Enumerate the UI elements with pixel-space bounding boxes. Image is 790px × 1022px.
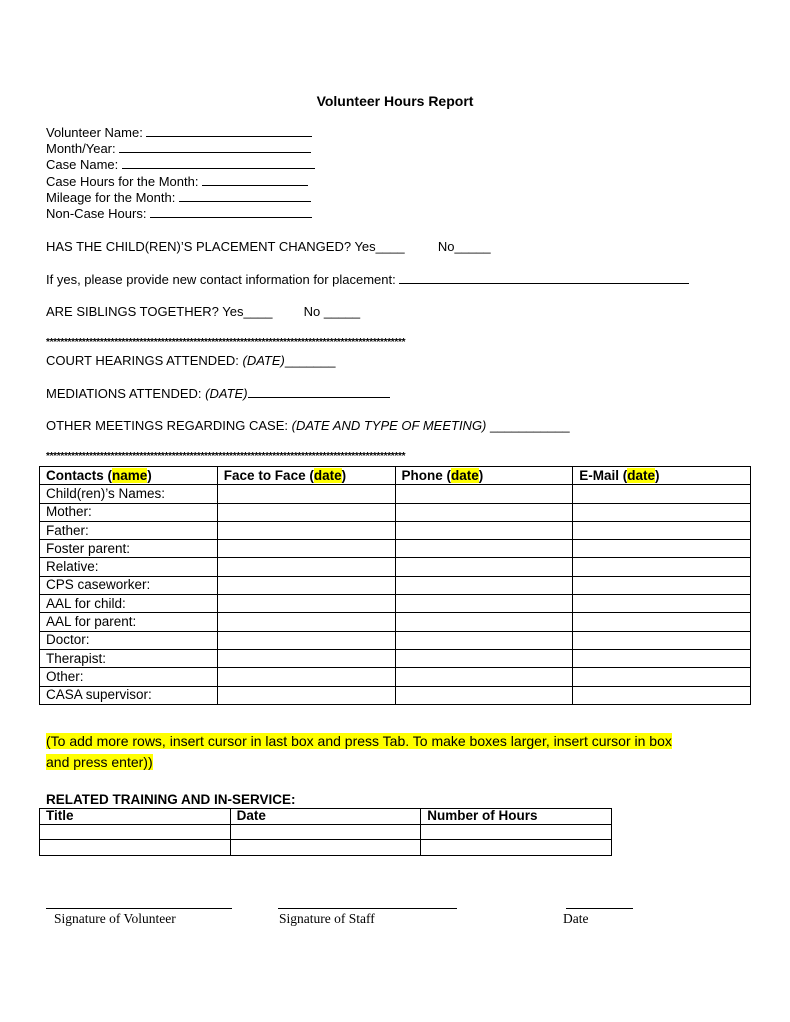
volunteer-name-line[interactable] xyxy=(146,124,312,137)
other-meetings-blank[interactable]: ___________ xyxy=(490,418,570,433)
contact-label: Doctor: xyxy=(40,631,218,649)
email-cell[interactable] xyxy=(573,540,751,558)
mediations-hint: (DATE) xyxy=(205,386,248,401)
face-to-face-cell[interactable] xyxy=(217,649,395,667)
field-label: Case Hours for the Month: xyxy=(46,174,199,189)
date-cell[interactable] xyxy=(230,840,421,856)
contact-label: CASA supervisor: xyxy=(40,686,218,704)
email-cell[interactable] xyxy=(573,631,751,649)
placement-question-row xyxy=(46,239,491,255)
court-hearings-blank[interactable]: _______ xyxy=(284,353,336,368)
new-contact-row xyxy=(46,271,689,288)
email-cell[interactable] xyxy=(573,649,751,667)
date-header: Date xyxy=(230,809,421,825)
table-row xyxy=(40,840,612,856)
note-line-1: (To add more rows, insert cursor in last box and press Tab. To make boxes larger, insert cursor in box xyxy=(46,733,672,749)
phone-cell[interactable] xyxy=(395,631,573,649)
table-row xyxy=(40,521,751,539)
email-cell[interactable] xyxy=(573,558,751,576)
court-hearings-row xyxy=(46,353,336,369)
phone-cell[interactable] xyxy=(395,595,573,613)
face-to-face-cell[interactable] xyxy=(217,686,395,704)
phone-cell[interactable] xyxy=(395,521,573,539)
case-hours-line[interactable] xyxy=(202,173,308,186)
contact-label: Relative: xyxy=(40,558,218,576)
placement-question: HAS THE CHILD(REN)’S PLACEMENT CHANGED? Yes xyxy=(46,239,376,254)
email-cell[interactable] xyxy=(573,613,751,631)
case-name-line[interactable] xyxy=(122,156,315,169)
table-row xyxy=(40,631,751,649)
mediations-row xyxy=(46,385,390,402)
table-row xyxy=(40,540,751,558)
instruction-note xyxy=(46,731,672,773)
face-to-face-cell[interactable] xyxy=(217,485,395,503)
contact-label: Mother: xyxy=(40,503,218,521)
table-row xyxy=(40,576,751,594)
placement-yes-blank[interactable]: ____ xyxy=(375,239,405,254)
field-label: Non-Case Hours: xyxy=(46,206,147,221)
field-label: Mileage for the Month: xyxy=(46,190,176,205)
page-title: Volunteer Hours Report xyxy=(316,93,474,109)
face-to-face-cell[interactable] xyxy=(217,668,395,686)
placement-no-blank[interactable]: _____ xyxy=(454,239,491,254)
contact-label: Child(ren)’s Names: xyxy=(40,485,218,503)
table-row xyxy=(40,649,751,667)
hours-cell[interactable] xyxy=(421,840,612,856)
phone-cell[interactable] xyxy=(395,686,573,704)
separator: **************************************************************************************************** xyxy=(46,337,406,348)
email-cell[interactable] xyxy=(573,668,751,686)
phone-cell[interactable] xyxy=(395,649,573,667)
date-label: Date xyxy=(563,911,589,926)
phone-cell[interactable] xyxy=(395,558,573,576)
other-meetings-label: OTHER MEETINGS REGARDING CASE: xyxy=(46,418,288,433)
contacts-table xyxy=(39,466,751,705)
other-meetings-hint: (DATE AND TYPE OF MEETING) xyxy=(291,418,487,433)
phone-cell[interactable] xyxy=(395,503,573,521)
table-row xyxy=(40,668,751,686)
table-row xyxy=(40,595,751,613)
face-to-face-cell[interactable] xyxy=(217,558,395,576)
contact-label: Father: xyxy=(40,521,218,539)
hours-header: Number of Hours xyxy=(421,809,612,825)
contact-label: AAL for child: xyxy=(40,595,218,613)
face-to-face-cell[interactable] xyxy=(217,576,395,594)
contact-label: AAL for parent: xyxy=(40,613,218,631)
title-cell[interactable] xyxy=(40,840,231,856)
siblings-row xyxy=(46,304,360,320)
new-contact-line[interactable] xyxy=(399,271,689,284)
siblings-no-blank[interactable]: _____ xyxy=(323,304,361,319)
non-case-hours-line[interactable] xyxy=(150,205,312,218)
field-mileage xyxy=(46,189,311,206)
email-header: E-Mail (date) xyxy=(573,467,751,485)
hours-cell[interactable] xyxy=(421,824,612,840)
field-label: Case Name: xyxy=(46,157,119,172)
siblings-no-label: No xyxy=(303,304,321,319)
email-cell[interactable] xyxy=(573,595,751,613)
face-to-face-cell[interactable] xyxy=(217,595,395,613)
face-to-face-header: Face to Face (date) xyxy=(217,467,395,485)
staff-signature-label: Signature of Staff xyxy=(279,911,375,926)
date-cell[interactable] xyxy=(230,824,421,840)
face-to-face-cell[interactable] xyxy=(217,613,395,631)
separator: **************************************************************************************************** xyxy=(46,451,406,462)
month-year-line[interactable] xyxy=(119,140,311,153)
mediations-label: MEDIATIONS ATTENDED: xyxy=(46,386,202,401)
face-to-face-cell[interactable] xyxy=(217,631,395,649)
field-case-name xyxy=(46,156,315,173)
contact-label: Therapist: xyxy=(40,649,218,667)
court-hearings-hint: (DATE) xyxy=(242,353,285,368)
title-header: Title xyxy=(40,809,231,825)
training-table xyxy=(39,808,612,856)
field-case-hours xyxy=(46,173,308,190)
field-label: Month/Year: xyxy=(46,141,116,156)
training-heading: RELATED TRAINING AND IN-SERVICE: xyxy=(46,792,296,807)
face-to-face-cell[interactable] xyxy=(217,503,395,521)
field-non-case-hours xyxy=(46,205,312,222)
email-cell[interactable] xyxy=(573,485,751,503)
phone-cell[interactable] xyxy=(395,576,573,594)
other-meetings-row xyxy=(46,418,570,434)
email-cell[interactable] xyxy=(573,521,751,539)
face-to-face-cell[interactable] xyxy=(217,521,395,539)
email-cell[interactable] xyxy=(573,576,751,594)
volunteer-signature-label: Signature of Volunteer xyxy=(54,911,176,926)
phone-header: Phone (date) xyxy=(395,467,573,485)
contacts-header: Contacts (name) xyxy=(40,467,218,485)
phone-cell[interactable] xyxy=(395,613,573,631)
field-label: Volunteer Name: xyxy=(46,125,143,140)
note-line-2: and press enter)) xyxy=(46,754,153,770)
contact-label: Other: xyxy=(40,668,218,686)
mediations-line[interactable] xyxy=(248,385,390,398)
table-row xyxy=(40,613,751,631)
field-volunteer-name xyxy=(46,124,312,141)
phone-cell[interactable] xyxy=(395,540,573,558)
phone-cell[interactable] xyxy=(395,668,573,686)
table-row xyxy=(40,485,751,503)
phone-cell[interactable] xyxy=(395,485,573,503)
table-row xyxy=(40,824,612,840)
title-cell[interactable] xyxy=(40,824,231,840)
new-contact-label: If yes, please provide new contact information for placement: xyxy=(46,272,396,287)
court-hearings-label: COURT HEARINGS ATTENDED: xyxy=(46,353,239,368)
siblings-question: ARE SIBLINGS TOGETHER? Yes xyxy=(46,304,244,319)
placement-no-label: No xyxy=(437,239,455,254)
table-row xyxy=(40,686,751,704)
contacts-header-row xyxy=(40,467,751,485)
contact-label: Foster parent: xyxy=(40,540,218,558)
email-cell[interactable] xyxy=(573,686,751,704)
face-to-face-cell[interactable] xyxy=(217,540,395,558)
contact-label: CPS caseworker: xyxy=(40,576,218,594)
email-cell[interactable] xyxy=(573,503,751,521)
training-header-row xyxy=(40,809,612,825)
staff-signature-line[interactable] xyxy=(278,908,457,909)
mileage-line[interactable] xyxy=(179,189,311,202)
table-row xyxy=(40,503,751,521)
date-signature-line[interactable] xyxy=(566,908,633,909)
volunteer-signature-line[interactable] xyxy=(46,908,232,909)
field-month-year xyxy=(46,140,311,157)
table-row xyxy=(40,558,751,576)
siblings-yes-blank[interactable]: ____ xyxy=(243,304,273,319)
